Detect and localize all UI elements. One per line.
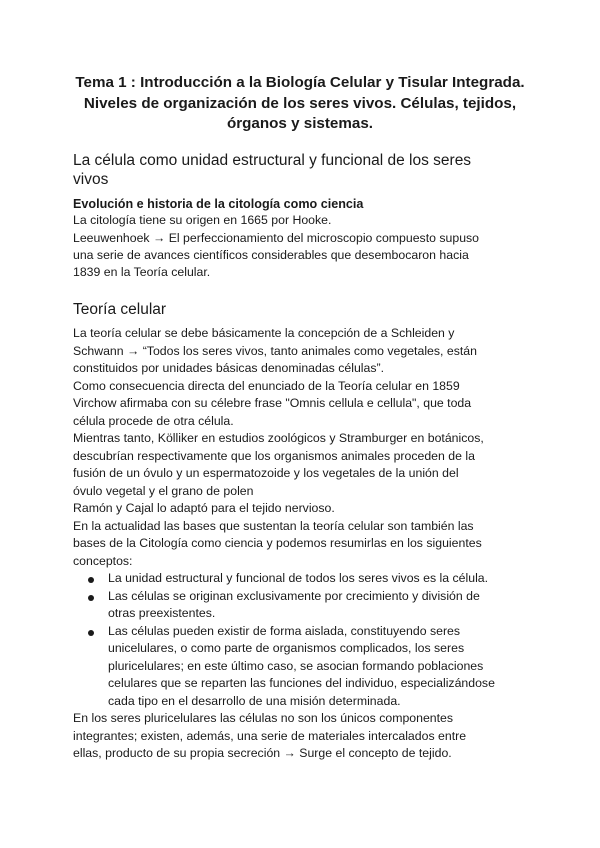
heading-line: La célula como unidad estructural y funcional de los seres [73, 152, 472, 169]
paragraph-line: Leeuwenhoek → El perfeccionamiento del microscopio compuesto supuso [73, 231, 480, 245]
paragraph-line: bases de la Citología como ciencia y podemos resumirlas en los siguientes [73, 536, 482, 550]
paragraph-line: óvulo vegetal y el grano de polen [73, 484, 254, 498]
paragraph-line: conceptos: [73, 554, 133, 568]
paragraph-line: célula procede de otra célula. [73, 414, 234, 428]
paragraph-line: Ramón y Cajal lo adaptó para el tejido nervioso. [73, 501, 335, 515]
list-item: celulares que se reparten las funciones del individuo, especializándose [108, 676, 495, 690]
list-item: unicelulares, o como parte de organismos complicados, los seres [108, 641, 465, 655]
section-heading [73, 151, 543, 189]
paragraph-line: La citología tiene su origen en 1665 por Hooke. [73, 213, 332, 227]
list-item: otras preexistentes. [108, 606, 216, 620]
paragraph-line: descubrían respectivamente que los organismos animales proceden de la [73, 449, 475, 463]
paragraph-line: ellas, producto de su propia secreción → Surge el concepto de tejido. [73, 746, 452, 760]
bullet-icon [88, 630, 94, 636]
title-line: Tema 1 : Introducción a la Biología Celular y Tisular Integrada. [75, 74, 525, 91]
paragraph-line: La teoría celular se debe básicamente la concepción de a Schleiden y [73, 326, 455, 340]
paragraph-line: En los seres pluricelulares las células no son los únicos componentes [73, 711, 454, 725]
paragraph-line: integrantes; existen, además, una serie de materiales intercalados entre [73, 729, 467, 743]
paragraph-line: Virchow afirmaba con su célebre frase "Omnis cellula e cellula", que toda [73, 396, 472, 410]
paragraph-line: Como consecuencia directa del enunciado de la Teoría celular en 1859 [73, 379, 460, 393]
paragraph-line: Schwann → “Todos los seres vivos, tanto animales como vegetales, están [73, 344, 477, 358]
list-item: Las células pueden existir de forma aislada, constituyendo seres [108, 624, 461, 638]
section-heading: Teoría celular [73, 301, 167, 318]
paragraph-line: En la actualidad las bases que sustentan la teoría celular son también las [73, 519, 474, 533]
document-title [60, 73, 540, 135]
bullet-icon [88, 577, 94, 583]
paragraph-line: fusión de un óvulo y un espermatozoide y los vegetales de la unión del [73, 466, 459, 480]
bullet-icon [88, 595, 94, 601]
paragraph-line: constituidos por unidades básicas denominadas células”. [73, 361, 385, 375]
subsection-heading: Evolución e historia de la citología como ciencia [73, 197, 364, 211]
list-item: Las células se originan exclusivamente por crecimiento y división de [108, 589, 480, 603]
list-item: La unidad estructural y funcional de todos los seres vivos es la célula. [108, 571, 489, 585]
heading-line: vivos [73, 171, 109, 188]
title-line: órganos y sistemas. [226, 115, 374, 132]
title-line: Niveles de organización de los seres vivos. Células, tejidos, [83, 94, 517, 112]
paragraph-line: una serie de avances científicos considerables que desembocaron hacia [73, 248, 469, 262]
paragraph-line: 1839 en la Teoría celular. [73, 265, 211, 279]
list-item: pluricelulares; en este último caso, se asocian formando poblaciones [108, 659, 484, 673]
paragraph-line: Mientras tanto, Kölliker en estudios zoológicos y Stramburger en botánicos, [73, 431, 484, 445]
list-item: cada tipo en el desarrollo de una misión determinada. [108, 694, 401, 708]
